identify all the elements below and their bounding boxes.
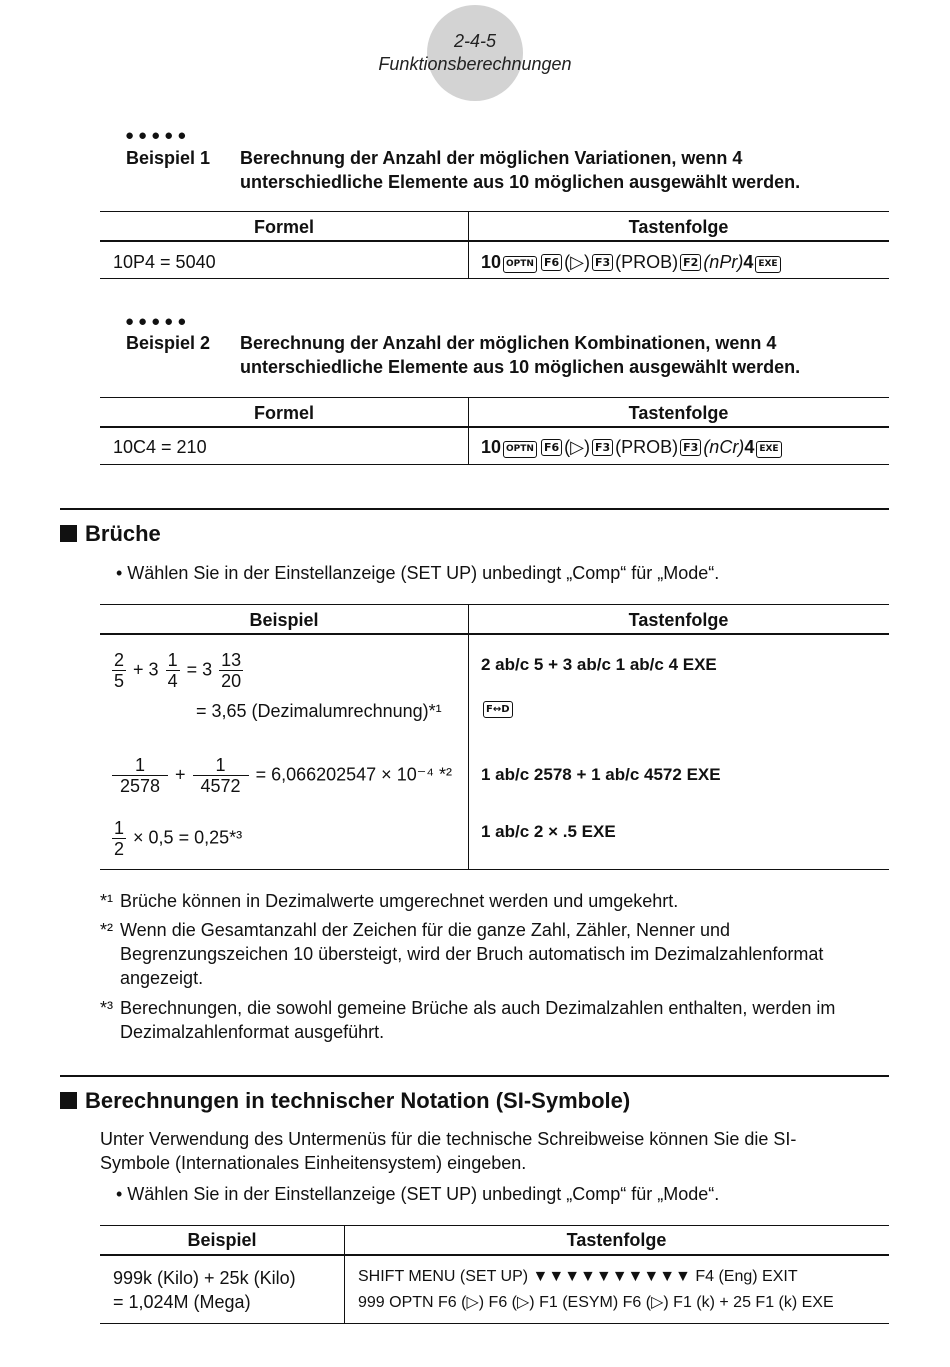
si-example-line2: = 1,024M (Mega) bbox=[113, 1292, 251, 1312]
table-bottom-rule bbox=[100, 464, 889, 465]
fraction: $\frac{1}{2578}$ bbox=[112, 755, 168, 796]
exe-key: EXE bbox=[755, 256, 780, 273]
decimal-conversion: = 3,65 (Dezimalumrechnung)*¹ bbox=[196, 701, 442, 721]
example-2-label: Beispiel 2 bbox=[126, 333, 211, 353]
si-example-line1: 999k (Kilo) + 25k (Kilo) bbox=[113, 1268, 296, 1288]
keys-fraction-1: 2 ab/c 5 + 3 ab/c 1 ab/c 4 EXE bbox=[481, 655, 717, 674]
col-header-example: Beispiel bbox=[187, 1230, 257, 1250]
keys-fraction-1b bbox=[481, 698, 515, 719]
col-header-keys: Tastenfolge bbox=[628, 403, 729, 423]
keys-1 bbox=[481, 252, 783, 273]
footnote-1: *¹ Brüche können in Dezimalwerte umgerechnet werden und umgekehrt. bbox=[100, 891, 679, 911]
table-divider bbox=[468, 211, 469, 278]
f2-key: F2 bbox=[680, 254, 701, 271]
arrow-label: (▷) bbox=[564, 437, 590, 457]
fractions-bullet: • Wählen Sie in der Einstellanzeige (SET UP) unbedingt „Comp“ für „Mode“. bbox=[116, 563, 720, 583]
example-2-text: Berechnung der Anzahl der möglichen Kombinationen, wenn 4 unterschiedliche Elemente aus 10 möglichen ausgewählt werden. bbox=[240, 333, 801, 377]
table-divider bbox=[344, 1225, 345, 1323]
keys-fraction-2: 1 ab/c 2578 + 1 ab/c 4572 EXE bbox=[481, 765, 721, 784]
table-header-rule bbox=[100, 240, 889, 242]
col-header-keys: Tastenfolge bbox=[566, 1230, 667, 1250]
si-keys-line2: 999 OPTN F6 (▷) F6 (▷) F1 (ESYM) F6 (▷) F1 (k) + 25 F1 (k) EXE bbox=[358, 1294, 834, 1311]
example-dots: ●●●●● bbox=[125, 127, 191, 144]
example-1-text: Berechnung der Anzahl der möglichen Variationen, wenn 4 unterschiedliche Elemente aus 10 möglichen ausgewählt werden. bbox=[240, 148, 801, 192]
table-bottom-rule bbox=[100, 1323, 889, 1324]
fraction: $\frac{2}{5}$ bbox=[114, 650, 125, 691]
col-header-keys: Tastenfolge bbox=[628, 610, 729, 630]
fraction: $\frac{13}{20}$ bbox=[221, 650, 242, 691]
fraction: $\frac{1}{4572}$ bbox=[193, 755, 249, 796]
page-header-circle bbox=[427, 5, 523, 101]
footnote-2: *² Wenn die Gesamtanzahl der Zeichen für die ganze Zahl, Zähler, Nenner und Begrenzungszeichen 10 übersteigt, wird der Bruch automatisch im Dezimalzahlenformat angezeigt. bbox=[100, 920, 824, 988]
fraction-example-1: $\frac{2}{5}$ + 3 $\frac{1}{4}$ = 3 $\frac{13}{20}$ bbox=[114, 650, 242, 691]
prob-label: (PROB) bbox=[615, 437, 679, 457]
section-title-text: Brüche bbox=[85, 521, 161, 546]
key-four: 4 bbox=[743, 252, 754, 272]
table-top-rule bbox=[100, 397, 889, 398]
section-title-si bbox=[60, 1088, 630, 1114]
prob-label: (PROB) bbox=[615, 252, 679, 272]
key-digits: 10 bbox=[481, 252, 502, 272]
col-header-keys: Tastenfolge bbox=[628, 217, 729, 237]
table-bottom-rule bbox=[100, 278, 889, 279]
section-title-text: Berechnungen in technischer Notation (SI-Symbole) bbox=[85, 1088, 631, 1113]
section-name: Funktionsberechnungen bbox=[378, 54, 572, 74]
table-divider bbox=[468, 604, 469, 869]
f3-key: F3 bbox=[592, 254, 613, 271]
section-title-fractions bbox=[60, 521, 161, 547]
fraction-example-2: $\frac{1}{2578}$ + $\frac{1}{4572}$ = 6,066202547 × 10⁻⁴ *² bbox=[110, 755, 452, 796]
si-bullet: • Wählen Sie in der Einstellanzeige (SET UP) unbedingt „Comp“ für „Mode“. bbox=[116, 1184, 720, 1204]
table-bottom-rule bbox=[100, 869, 889, 870]
f3-key: F3 bbox=[592, 439, 613, 456]
square-bullet-icon bbox=[60, 1092, 77, 1109]
optn-key: OPTN bbox=[503, 441, 537, 458]
fd-key: F↔D bbox=[483, 701, 513, 718]
formula-2: 10C4 = 210 bbox=[113, 437, 207, 457]
page-number: 2-4-5 bbox=[453, 31, 497, 51]
f6-key: F6 bbox=[541, 439, 562, 456]
si-keys-line1: SHIFT MENU (SET UP) ▼▼▼▼▼▼▼▼▼▼ F4 (Eng) EXIT bbox=[358, 1268, 798, 1285]
table-header-rule bbox=[100, 1254, 889, 1256]
si-intro: Unter Verwendung des Untermenüs für die technische Schreibweise können Sie die SI-Symbole (Internationales Einheitensystem) eingeben. bbox=[100, 1129, 797, 1173]
table-top-rule bbox=[100, 1225, 889, 1226]
table-header-rule bbox=[100, 426, 889, 428]
col-header-formula: Formel bbox=[253, 403, 314, 423]
f3-key: F3 bbox=[680, 439, 701, 456]
example-1-label: Beispiel 1 bbox=[126, 148, 211, 168]
formula-1: 10P4 = 5040 bbox=[113, 252, 216, 272]
col-header-formula: Formel bbox=[253, 217, 314, 237]
fraction: $\frac{1}{2}$ bbox=[114, 818, 125, 859]
optn-key: OPTN bbox=[503, 256, 537, 273]
square-bullet-icon bbox=[60, 525, 77, 542]
f6-key: F6 bbox=[541, 254, 562, 271]
arrow-label: (▷) bbox=[564, 252, 590, 272]
ncr-label: (nCr) bbox=[703, 437, 745, 457]
table-header-rule bbox=[100, 633, 889, 635]
key-digits: 10 bbox=[481, 437, 502, 457]
table-top-rule bbox=[100, 604, 889, 605]
keys-2 bbox=[481, 437, 784, 458]
section-rule bbox=[60, 1075, 889, 1077]
section-rule bbox=[60, 508, 889, 510]
table-divider bbox=[468, 397, 469, 464]
col-header-example: Beispiel bbox=[249, 610, 319, 630]
table-top-rule bbox=[100, 211, 889, 212]
fraction-example-3: $\frac{1}{2}$ × 0,5 = 0,25*³ bbox=[114, 818, 243, 859]
footnote-3: *³ Berechnungen, die sowohl gemeine Brüche als auch Dezimalzahlen enthalten, werden im Dezimalzahlenformat ausgeführt. bbox=[100, 998, 836, 1042]
npr-label: (nPr) bbox=[703, 252, 744, 272]
exe-key: EXE bbox=[756, 441, 781, 458]
key-four: 4 bbox=[744, 437, 755, 457]
fraction: $\frac{1}{4}$ bbox=[167, 650, 178, 691]
keys-fraction-3: 1 ab/c 2 × .5 EXE bbox=[481, 822, 616, 841]
example-dots: ●●●●● bbox=[125, 313, 191, 330]
